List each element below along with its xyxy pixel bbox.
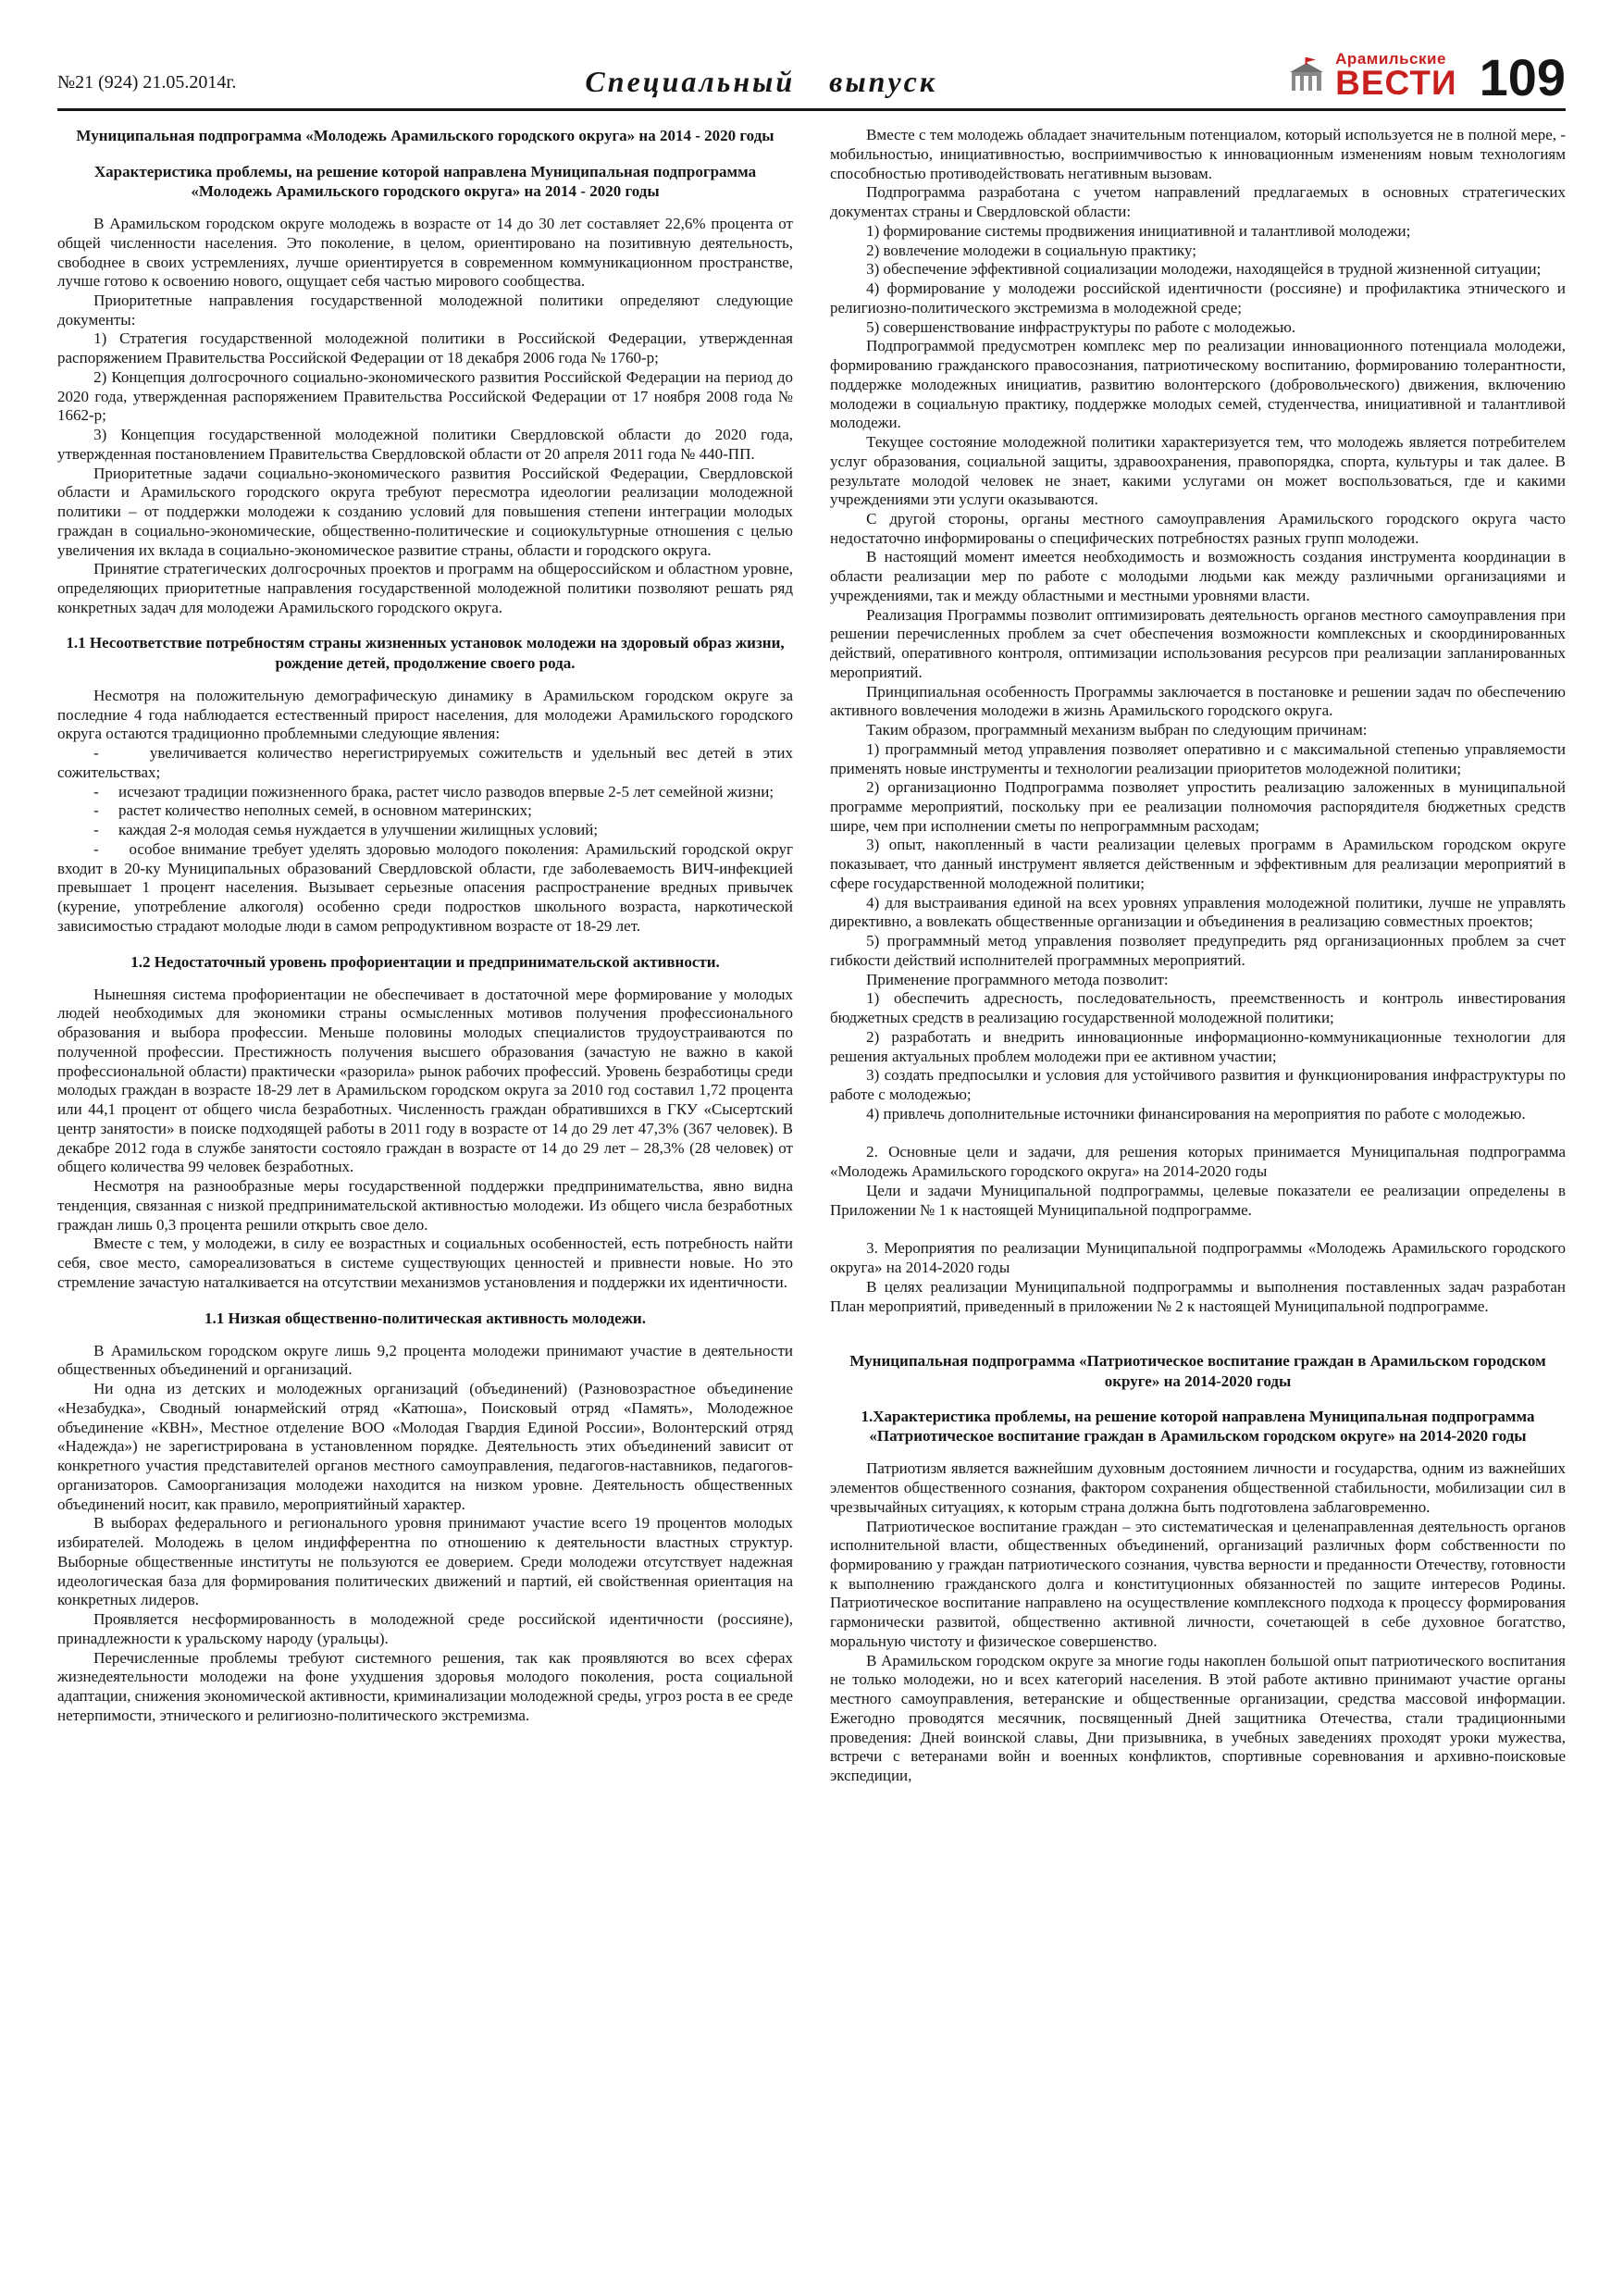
paragraph: Несмотря на положительную демографическую динамику в Арамильском городском округе за последние 4 года наблюдается естественный прирост населения, для молодежи Арамильского городского округа остаются традиционно проблемными следующие явления: — [57, 686, 793, 743]
section-heading: 1.1 Несоответствие потребностям страны жизненных установок молодежи на здоровый образ жизни, рождение детей, продолжение своего рода. — [66, 634, 785, 672]
paragraph: Вместе с тем, у молодежи, в силу ее возрастных и социальных особенностей, есть потребность найти себя, свое место, самореализоваться в системе существующих ценностей и привнести новые. Но это стремление зачастую наталкивается на отсутствии механизмов установления и поддержки их идентичности. — [57, 1235, 793, 1291]
paragraph: 4) привлечь дополнительные источники финансирования на мероприятия по работе с молодежью. — [866, 1104, 1526, 1123]
paragraph: 3) обеспечение эффективной социализации молодежи, находящейся в трудной жизненной ситуации; — [866, 260, 1542, 279]
paragraph: Реализация Программы позволит оптимизировать деятельность органов местного самоуправления при решении перечисленных проблем за счет обеспечения возможности комплексных и скоординированных действий, оперативного контроля, оптимизации использования ресурсов при реализации запланированных мероприятий. — [830, 605, 1566, 681]
paragraph-spacer — [830, 1220, 1566, 1239]
right-column — [830, 126, 1566, 1786]
paragraph: 3) Концепция государственной молодежной политики Свердловской области до 2020 года, утвержденная постановлением Правительства Свердловской области от 20 апреля 2011 года № 440-ПП. — [57, 426, 793, 463]
paragraph: - каждая 2-я молодая семья нуждается в улучшении жилищных условий; — [93, 821, 599, 839]
paragraph: Таким образом, программный механизм выбран по следующим причинам: — [866, 721, 1368, 739]
paragraph: 2. Основные цели и задачи, для решения которых принимается Муниципальная подпрограмма «Молодежь Арамильского городского округа» на 2014-2020 годы — [830, 1143, 1566, 1181]
newspaper-logo — [1286, 52, 1456, 101]
paragraph: 3) опыт, накопленный в части реализации целевых программ в Арамильском городском округе показывает, что данный инструмент является действенным и эффективным для реализации мероприятий в сфере государственной молодежной политики; — [830, 836, 1566, 892]
header-title: Специальный выпуск — [585, 65, 938, 99]
paragraph: Проявляется несформированность в молодежной среде российской идентичности (россияне), принадлежности к уральскому народу (уральцы). — [57, 1610, 793, 1647]
left-column — [57, 126, 793, 1786]
brand-text — [1335, 50, 1457, 103]
paragraph: 5) программный метод управления позволяет предупредить ряд организационных проблем за счет гибкости действий исполнителей программных мероприятий. — [830, 932, 1566, 969]
paragraph: Подпрограмма разработана с учетом направлений предлагаемых в основных стратегических документах страны и Свердловской области: — [830, 183, 1566, 221]
paragraph: 3. Мероприятия по реализации Муниципальной подпрограммы «Молодежь Арамильского городского округа» на 2014-2020 годы — [830, 1239, 1566, 1277]
section-heading: 1.1 Низкая общественно-политическая активность молодежи. — [204, 1309, 646, 1327]
paragraph-spacer — [830, 1123, 1566, 1143]
paragraph: - растет количество неполных семей, в основном материнских; — [93, 801, 532, 820]
paragraph: 1) Стратегия государственной молодежной политики в Российской Федерации, утвержденная распоряжением Правительства Российской Федерации от 18 декабря 2006 года № 1760-р; — [57, 329, 793, 367]
paragraph: - особое внимание требует уделять здоровью молодого поколения: Арамильский городской округ входит в 20-ку Муниципальных образований Свердловской области, где заболеваемость ВИЧ-инфекцией превышает 1 процент населения. Вызывает серьезные опасения распространение вредных привычек (курение, употребление алкоголя) особенно среди подростков школьного возраста, наркотической зависимостью страдают молодые люди в самом репродуктивном возрасте от 18-29 лет. — [57, 839, 793, 935]
paragraph: 4) формирование у молодежи российской идентичности (россияне) и профилактика этнического и религиозно-политического экстремизма в молодежной среде; — [830, 279, 1566, 316]
paragraph: 1) программный метод управления позволяет оперативно и с максимальной степенью управляемости применять новые инструменты и технологии реализации приоритетов молодежной политики; — [830, 739, 1566, 777]
paragraph-spacer — [830, 1316, 1566, 1335]
paragraph: Несмотря на разнообразные меры государственной поддержки предпринимательства, явно видна тенденция, связанная с низкой предпринимательской активностью молодежи. Из общего числа безработных граждан лишь 0,3 процента решили открыть свое дело. — [57, 1177, 793, 1234]
paragraph: 5) совершенствование инфраструктуры по работе с молодежью. — [866, 317, 1296, 336]
paragraph: Вместе с тем молодежь обладает значительным потенциалом, который используется не в полной мере, - мобильностью, инициативностью, восприимчивостью к инновационным изменениям новым технологиям способностью противодействовать негативным вызовам. — [830, 126, 1566, 182]
paragraph: Приоритетные задачи социально-экономического развития Российской Федерации, Свердловской области и Арамильского городского округа требуют пересмотра идеологии реализации молодежной политики – от поддержки молодежи к созданию условий для повышения степени интеграции молодых граждан в социально-экономические, общественно-политические и социокультурные отношения с целью увеличения их вклада в социально-экономическое развитие страны, области и городского округа. — [57, 464, 793, 559]
paragraph: Цели и задачи Муниципальной подпрограммы, целевые показатели ее реализации определены в Приложении № 1 к настоящей Муниципальной подпрограмме. — [830, 1181, 1566, 1219]
paragraph: 4) для выстраивания единой на всех уровнях управления молодежной политики, лучше не управлять директивно, а вовлекать общественные организации и объединения в реализацию совместных проектов; — [830, 893, 1566, 931]
paragraph: Принятие стратегических долгосрочных проектов и программ на общероссийском и областном уровне, определяющих приоритетные направления государственной молодежной политики позволяют решать ряд конкретных задач для молодежи Арамильского городского округа. — [57, 560, 793, 616]
paragraph: Нынешняя система профориентации не обеспечивает в достаточной мере формирование у молодых людей необходимых для экономики страны осмысленных мотивов получения профессионального образования и выбора профессии. Меньше половины молодых специалистов трудоустраиваются по полученной профессии. Престижность получения высшего образования (зачастую не важно в какой профессиональной области) практически «разорила» рынок рабочих профессий. Уровень безработицы среди молодых граждан в возрасте 18-29 лет в Арамильском городском округа за 2010 год составил 1,72 процента или 44,1 процент от общего числа безработных. Численность граждан обратившихся в ГКУ «Сысертский центр занятости» в поиске подходящей работы в 2011 году в возрасте от 14 до 29 лет 47,3% (367 человек). В декабре 2012 года в службе занятости состояло граждан в возрасте от 14 до 29 лет – 28,3% (28 человек) от общего количества 99 человек безработных. — [57, 985, 793, 1176]
paragraph: 2) организационно Подпрограмма позволяет упростить реализацию заложенных в муниципальной программе мероприятий, поскольку при ее реализации полномочия распорядителя бюджетных средств шире, чем при исполнении сметы по непрограммным расходам; — [830, 778, 1566, 835]
paragraph: Принципиальная особенность Программы заключается в постановке и решении задач по обеспечению активного вовлечения молодежи в жизнь Арамильского городского округа. — [830, 682, 1566, 720]
page-number: 109 — [1479, 47, 1566, 106]
paragraph: 3) создать предпосылки и условия для устойчивого развития и функционирования инфраструктуры по работе с молодежью; — [830, 1066, 1566, 1103]
paragraph: Приоритетные направления государственной молодежной политики определяют следующие документы: — [57, 291, 793, 329]
paragraph: 2) Концепция долгосрочного социально-экономического развития Российской Федерации на период до 2020 года, утвержденная распоряжением Правительства Российской Федерации от 17 ноября 2008 года № 1662-р; — [57, 367, 793, 425]
paragraph: Перечисленные проблемы требуют системного решения, так как проявляются во всех сферах жизнедеятельности молодежи на фоне ухудшения здоровья молодого поколения, роста социальной адаптации, снижения экономической активности, криминализации молодежной среды, угроз роста в ее среде нетерпимости, этнического и религиозно-политического экстремизма. — [57, 1648, 793, 1724]
paragraph: 1) формирование системы продвижения инициативной и талантливой молодежи; — [866, 221, 1411, 240]
logo-icon — [1286, 57, 1327, 94]
paragraph: 1) обеспечить адресность, последовательность, преемственность и контроль инвестирования бюджетных средств в реализацию государственной молодежной политики; — [830, 989, 1566, 1027]
paragraph: С другой стороны, органы местного самоуправления Арамильского городского округа часто недостаточно информированы о специфических потребностях разных групп молодежи. — [830, 509, 1566, 547]
issue-info: №21 (924) 21.05.2014г. — [57, 72, 237, 93]
paragraph: Подпрограммой предусмотрен комплекс мер по реализации инновационного потенциала молодежи, формированию гражданского правосознания, патриотическому воспитанию, формированию толерантности, поддержке молодежных инициатив, развитию волонтерского (добровольческого) движения, включению молодежи в социальную практику, поддержке молодых семей, студенчества, инициативной и талантливой молодежи. — [830, 337, 1566, 432]
paragraph: - исчезают традиции пожизненного брака, растет число разводов впервые 2-5 лет семейной жизни; — [93, 782, 774, 800]
paragraph: В Арамильском городском округе молодежь в возрасте от 14 до 30 лет составляет 22,6% процента от общей численности населения. Это поколение, в целом, ориентировано на позитивную деятельность, свободнее в своих устремлениях, лучше ориентируется в современном коммуникационном пространстве, лучше готово к освоению нового, ощущает себя частью мирового сообщества. — [57, 215, 793, 291]
paragraph: В выборах федерального и регионального уровня принимают участие всего 19 процентов молодых избирателей. Молодежь в целом индифферентна по отношению к деятельности властных структур. Выборные общественные институты не пользуются ее доверием. Среди молодежи отсутствует надежная идеологическая база для формирования политических движений и партий, ей свойственная ориентация на конкретных лидеров. — [57, 1514, 793, 1609]
section-heading: Характеристика проблемы, на решение которой направлена Муниципальная подпрограмма «Молодежь Арамильского городского округа» на 2014 - 2020 годы — [93, 162, 757, 200]
brand-top-line: Арамильские — [1335, 50, 1446, 68]
paragraph: 2) разработать и внедрить инновационные информационно-коммуникационные технологии для решения актуальных проблем молодежи при ее активном участии; — [830, 1027, 1566, 1065]
paragraph: Патриотическое воспитание граждан – это систематическая и целенаправленная деятельность органов исполнительной власти, общественных объединений, организаций различных форм собственности по формированию у граждан патриотического сознания, чувства верности и преданности Отечеству, готовности к выполнению гражданского долга и конституционных обязанностей по защите интересов Родины. Патриотическое воспитание направлено на осуществление комплексного подхода к процессу формирования гармонически развитой, общественно активной личности, сочетающей в себе духовное богатство, моральную чистоту и физическое совершенство. — [830, 1517, 1566, 1650]
paragraph: Применение программного метода позволит: — [866, 970, 1169, 988]
paragraph: В целях реализации Муниципальной подпрограммы и выполнения поставленных задач разработан План мероприятий, приведенный в приложении № 2 к настоящей Муниципальной подпрограмме. — [830, 1277, 1566, 1315]
paragraph: Патриотизм является важнейшим духовным достоянием личности и государства, одним из важнейших элементов общественного сознания, фактором сохранения общественной стабильности, мобилизации сил в чрезвычайных ситуациях, к которым страна должна быть подготовлена заблаговременно. — [830, 1459, 1566, 1516]
section-heading: Муниципальная подпрограмма «Молодежь Арамильского городского округа» на 2014 - 2020 годы — [76, 127, 774, 145]
paragraph: В настоящий момент имеется необходимость и возможность создания инструмента координации в области реализации мер по работе с молодыми людьми как между различными организациями и учреждениями, так и между областными и местными уровнями власти. — [830, 548, 1566, 604]
paragraph: В Арамильском городском округе лишь 9,2 процента молодежи принимают участие в деятельности общественных объединений и организаций. — [57, 1341, 793, 1379]
page-header — [57, 47, 1566, 111]
section-heading: 1.2 Недостаточный уровень профориентации и предпринимательской активности. — [130, 952, 720, 971]
brand-bottom-line: ВЕСТИ — [1335, 64, 1457, 103]
paragraph: - увеличивается количество нерегистрируемых сожительств и удельный вес детей в этих сожительствах; — [57, 744, 793, 781]
section-heading: 1.Характеристика проблемы, на решение которой направлена Муниципальная подпрограмма «Патриотическое воспитание граждан в Арамильском городском округе» на 2014-2020 годы — [861, 1407, 1535, 1446]
paragraph: Текущее состояние молодежной политики характеризуется тем, что молодежь является потребителем услуг образования, социальной защиты, здравоохранения, правопорядка, спорта, культуры и так далее. В результате молодой человек не знает, какими услугами он может воспользоваться, где и какими учреждениями эти услуги оказываются. — [830, 433, 1566, 509]
paragraph: 2) вовлечение молодежи в социальную практику; — [866, 241, 1196, 259]
paragraph: Ни одна из детских и молодежных организаций (объединений) (Разновозрастное объединение «Незабудка», Сводный юнармейский отряд «Катюша», Поисковый отряд «Память», Молодежное объединение «КВН», Местное отделение ВОО «Молодая Гвардия Единой России», Волонтерский отряд «Надежда») не зарегистрирована в установленном порядке. Деятельность этих объединений зависит от конкретного участия представителей органов местного самоуправления, педагогов-наставников, педагогов-организаторов. Самоорганизация молодежи находится на низком уровне. Деятельность общественных объединений носит, как правило, мероприятийный характер. — [57, 1380, 793, 1513]
article-body — [57, 126, 1566, 1786]
section-heading: Муниципальная подпрограмма «Патриотическое воспитание граждан в Арамильском городском округе» на 2014-2020 годы — [849, 1352, 1546, 1390]
paragraph: В Арамильском городском округе за многие годы накоплен большой опыт патриотического воспитания не только молодежи, но и всех категорий населения. В этой работе активно принимают участие органы местного самоуправления, ветеранские и общественные организации, средства массовой информации. Ежегодно проводятся месячник, посвященный Дней защитника Отечества, стали традиционными проведения: Дней воинской славы, Дни призывника, в учебных заведениях проходят уроки мужества, встречи с ветеранами войн и военных конфликтов, спортивные соревнования и архивно-поисковые экспедиции, — [830, 1651, 1566, 1785]
